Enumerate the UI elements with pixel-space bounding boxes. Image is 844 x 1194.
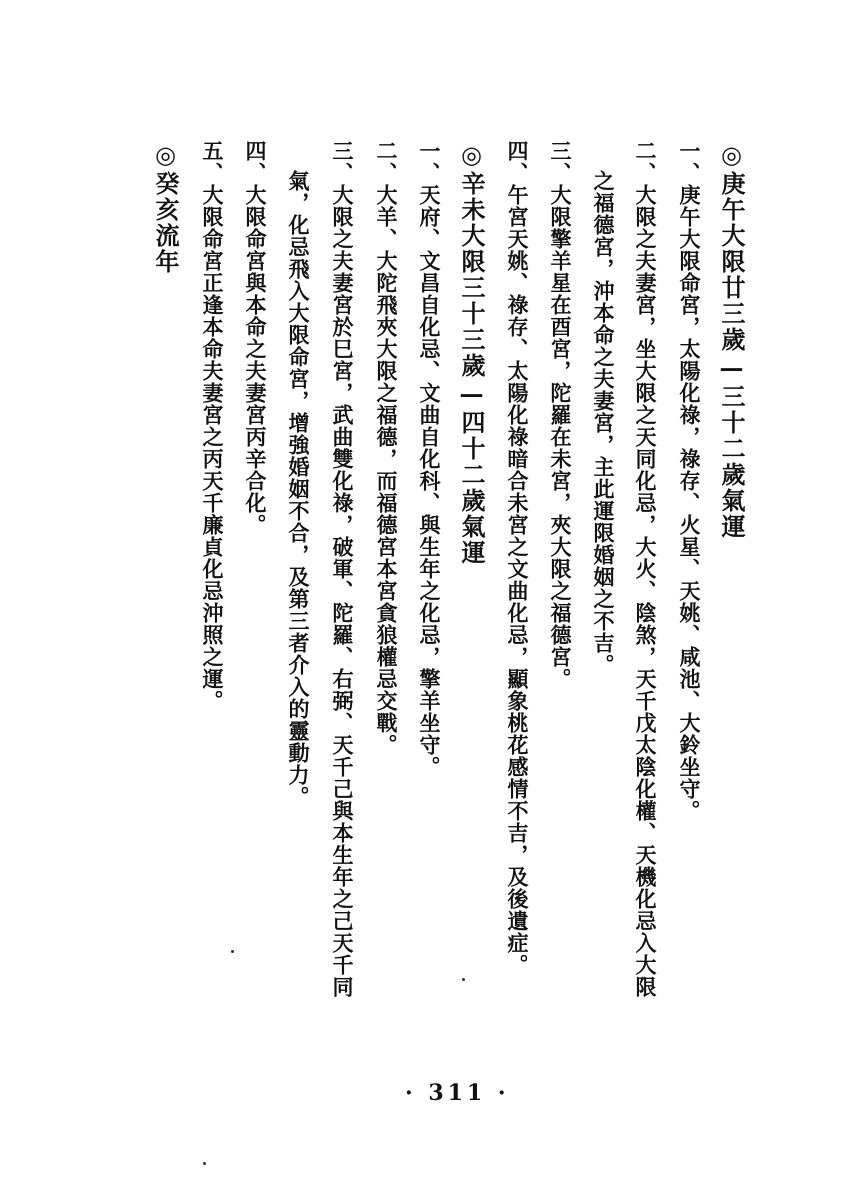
paragraph-xinwei-2: 二、大羊、大陀飛夾大限之福德，而福德宮本宮貪狼權忌交戰。 bbox=[374, 140, 399, 756]
page-number: · 311 · bbox=[405, 1080, 510, 1106]
paragraph-gengwu-1: 一、庚午大限命宮，太陽化祿，祿存、火星、天姚、咸池、大鈴坐守。 bbox=[677, 140, 702, 822]
paragraph-gengwu-3: 三、大限擎羊星在酉宮，陀羅在未宮，夾大限之福德宮。 bbox=[548, 140, 573, 690]
paragraph-xinwei-3-cont: 氣，化忌飛入大限命宮，增強婚姻不合，及第三者介入的靈動力。 bbox=[286, 170, 311, 808]
paragraph-xinwei-1: 一、天府、文昌自化忌、文曲自化科、與生年之化忌，擎羊坐守。 bbox=[417, 140, 442, 778]
paragraph-xinwei-4: 四、大限命宮與本命之夫妻宮丙辛合化。 bbox=[243, 140, 268, 536]
paragraph-gengwu-2: 二、大限之夫妻宮，坐大限之天同化忌，大火、陰煞，天千戊太陰化權、天機化忌入大限 bbox=[633, 140, 658, 998]
paragraph-xinwei-5: 五、大限命宮正逢本命夫妻宮之丙天千廉貞化忌沖照之運。 bbox=[200, 140, 225, 712]
paragraph-gengwu-2-cont: 之福德宮，沖本命之夫妻宮，主此運限婚姻之不吉。 bbox=[591, 170, 616, 676]
scan-speck bbox=[203, 1162, 206, 1165]
section-heading-gengwu: ◎庚午大限廿三歲—三十二歲氣運 bbox=[717, 140, 746, 540]
scan-speck bbox=[231, 950, 234, 953]
paragraph-gengwu-4: 四、午宮天姚、祿存、太陽化祿暗合未宮之文曲化忌，顯象桃花感情不吉，及後遺症。 bbox=[505, 140, 530, 976]
section-heading-xinwei: ◎辛未大限三十三歲—四十二歲氣運 bbox=[457, 140, 486, 566]
section-heading-guihai: ◎癸亥流年 bbox=[151, 140, 180, 275]
scan-speck bbox=[462, 978, 465, 981]
paragraph-xinwei-3: 三、大限之夫妻宮於巳宮，武曲雙化祿，破軍、陀羅、右弼、天千己與本生年之己天千同 bbox=[330, 140, 355, 998]
